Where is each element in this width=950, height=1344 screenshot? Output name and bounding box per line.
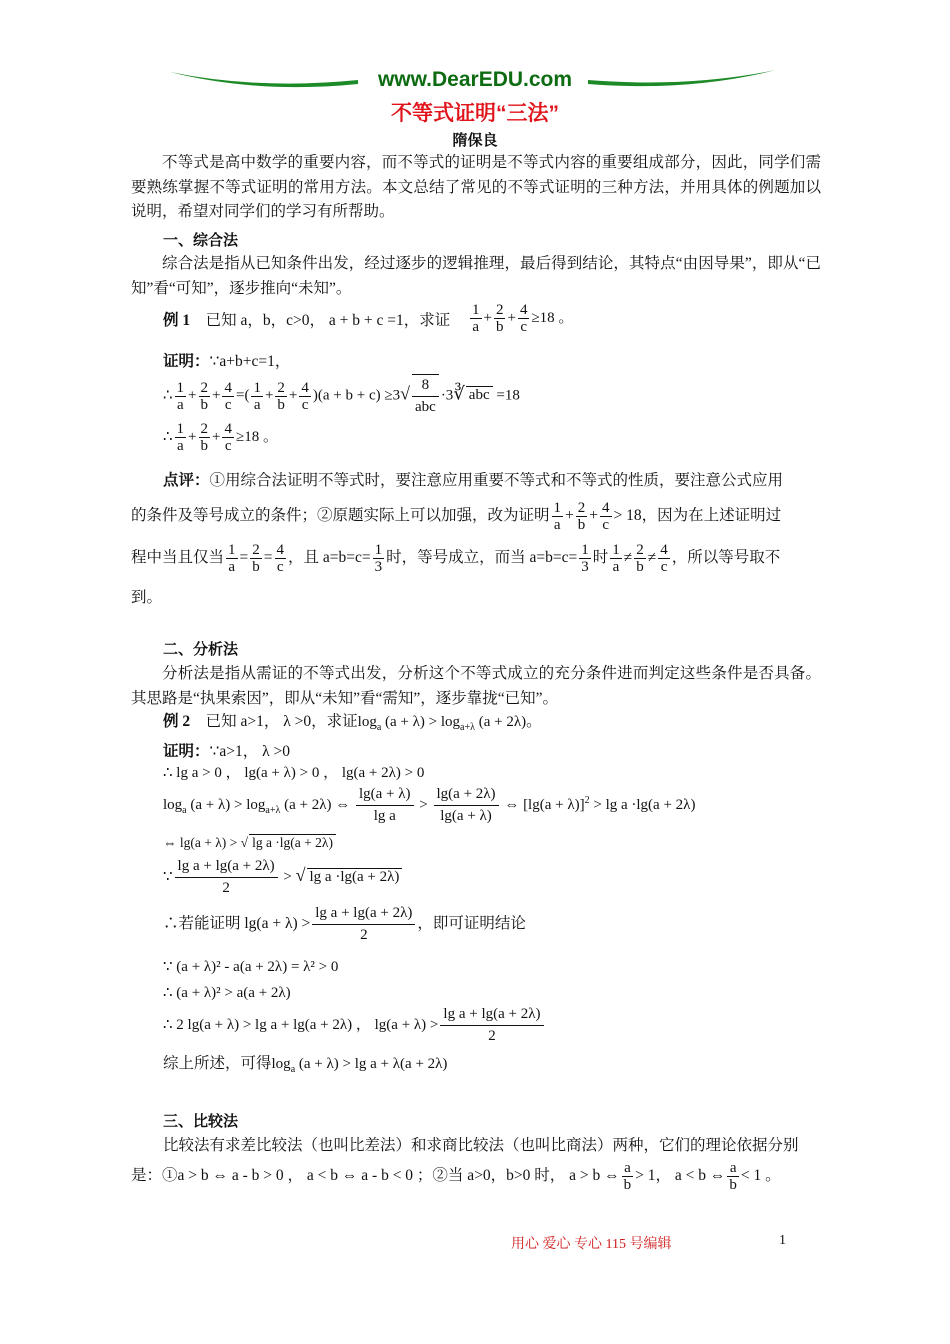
proof-1-line-1-tail: )(a + b + c) ≥3 (312, 387, 401, 404)
proof-2-line-8: ∴ 2 lg(a + λ) > lg a + lg(a + 2λ) ， lg(a + λ) > $\frac{\text{lg a + lg(a + 2λ)}}{2}$ (163, 1004, 546, 1047)
comment-text-3e: ，所以等号取不 (671, 549, 781, 567)
proof-1-line-1-end: =18 (496, 387, 520, 404)
proof-1-line-1: ∴ $\frac{1}{a}$ + $\frac{2}{b}$ + $\frac{4}{c}$ =( $\frac{1}{a}$ + $\frac{2}{b}$ + $\frac{4}{c}$ )(a + b + c) ≥3√ 8 abc ·3∛ abc =18 (163, 374, 520, 418)
therefore-symbol: ∴ (163, 428, 173, 445)
proof-1-line-1-mid: =( (235, 387, 250, 404)
cube-root-abc: abc (466, 386, 493, 403)
intro-paragraph: 不等式是高中数学的重要内容，而不等式的证明是不等式内容的重要组成部分，因此，同学们需要熟练掌握不等式证明的常用方法。本文总结了常见的不等式证明的三种方法，并用具体的例题加以说明，希望对同学们的学习有所帮助。 (131, 154, 821, 220)
example-1-text: 已知 a，b，c>0， a + b + c =1，求证 (205, 312, 451, 329)
proof-2-line-5: ∴若能证明 lg(a + λ) > $\frac{\text{lg a + lg(a + 2λ)}}{2}$ ，即可证明结论 (163, 905, 526, 943)
proof-2-label: 证明： (163, 743, 210, 760)
proof-2-given-text: ∵a>1， λ >0 (209, 743, 291, 760)
proof-2-line-2: $\log_a (a + \lambda) > \log_{a+\lambda} (a + 2\lambda)$ ⇔ $\frac{\lg(a + \lambda)}{\text{lg a}}$ > $\frac{\lg(a + 2\lambda)}{\lg(a + \lambda)}$ ⇔ $[\lg(a + \lambda)]^2 > \lg a \cdot\lg(a + 2\lambda)$ (163, 786, 696, 824)
proof-1-given-text: ∵a+b+c=1， (209, 353, 291, 370)
proof-1-line-2: ∴ $\frac{1}{a}$ + $\frac{2}{b}$ + $\frac{4}{c}$ ≥18 。 (163, 421, 278, 454)
site-logo-text: www.DearEDU.com (377, 68, 573, 91)
comment-text-2a: 的条件及等号成立的条件；②原题实际上可以加强，改为证明 (131, 507, 550, 525)
proof-2-line-5-pre: ∴若能证明 lg(a + λ) > (163, 915, 311, 933)
comment-text-3b: ，且 a=b=c= (288, 549, 371, 567)
example-1-formula: $\frac{1}{a}$ + $\frac{2}{b}$ + $\frac{4}{c}$ ≥18 。 (472, 302, 574, 335)
proof-2-line-3-text: ⇔ lg(a + λ) > (163, 835, 238, 850)
proof-2-line-7: ∴ (a + λ)² > a(a + 2λ) (163, 985, 291, 1001)
example-1-label: 例 1 (163, 312, 191, 329)
proof-2-line-3: ⇔ lg(a + λ) > √ lg a ·lg(a + 2λ) (163, 835, 336, 851)
proof-1-line-2-end: ≥18 。 (235, 428, 278, 445)
proof-2-line-5-post: ，即可证明结论 (417, 915, 526, 933)
section-2-heading: 二、分析法 (163, 641, 239, 658)
example-1 (163, 311, 450, 331)
therefore-symbol: ∴ (163, 387, 173, 404)
comment-text-2b: > 18，因为在上述证明过 (613, 507, 782, 525)
section-1-description: 综合法是指从已知条件出发，经过逐步的逻辑推理，最后得到结论，其特点“由因导果”，即从“已知”看“可知”，逐步推向“未知”。 (131, 255, 821, 297)
proof-1-given (163, 352, 290, 372)
section-3-text-2c: < 1 。 (740, 1167, 781, 1185)
section-2-description: 分析法是指从需证的不等式出发，分析这个不等式成立的充分条件进而判定这些条件是否具备。其思路是“执果索因”，即从“未知”看“需知”，逐步靠拢“已知”。 (131, 665, 821, 707)
example-2-text: 已知 a>1， λ >0，求证 (205, 713, 358, 730)
section-3-text-2b: > 1， a < b ⇔ (635, 1167, 726, 1185)
conclusion-pre: 综上所述，可得 (163, 1055, 272, 1072)
comment-text-3a: 程中当且仅当 (131, 549, 225, 567)
comment-line-1 (163, 471, 783, 491)
comment-text-1: ①用综合法证明不等式时，要注意应用重要不等式和不等式的性质，要注意公式应用 (209, 472, 784, 489)
proof-1-label: 证明： (163, 353, 210, 370)
section-3-line-2: 是：①a > b ⇔ a - b > 0 ， a < b ⇔ a - b < 0 ；②当 a>0，b>0 时， a > b ⇔ $\frac{a}{b}$ > 1， a < b ⇔ $\frac{a}{b}$ < 1 。 (131, 1160, 781, 1193)
author: 隋保良 (452, 132, 498, 149)
comment-line-4: 到。 (131, 589, 163, 606)
example-2-label: 例 2 (163, 713, 191, 730)
example-2-end: 。 (526, 713, 542, 730)
page-number: 1 (779, 1233, 786, 1248)
section-3-heading: 三、比较法 (163, 1113, 239, 1130)
comment-label: 点评： (163, 472, 210, 489)
proof-2-line-6: ∵ (a + λ)² - a(a + 2λ) = λ² > 0 (163, 959, 339, 975)
section-1-heading: 一、综合法 (163, 232, 239, 249)
proof-2-line-8-text: ∴ 2 lg(a + λ) > lg a + lg(a + 2λ) ， lg(a + λ) > (163, 1016, 439, 1033)
footer-slogan: 用心 爱心 专心 115 号编辑 (511, 1237, 672, 1252)
section-3-line-1: 比较法有求差比较法（也叫比差法）和求商比较法（也叫比商法）两种，它们的理论依据分别 (163, 1137, 799, 1154)
section-3-text-2a: 是：①a > b ⇔ a - b > 0 ， a < b ⇔ a - b < 0 ；②当 a>0，b>0 时， a > b ⇔ (131, 1167, 620, 1185)
proof-2-line-3-root: lg a ·lg(a + 2λ) (249, 834, 336, 850)
proof-2-line-1: ∴ lg a > 0 ， lg(a + λ) > 0 ， lg(a + 2λ) > 0 (163, 765, 425, 781)
example-1-end: ≥18 。 (531, 309, 574, 326)
comment-text-3d: 时 (592, 549, 609, 567)
proof-2-conclusion: 综上所述，可得$\log_a (a + \lambda) > \lg a + \lambda(a + 2\lambda)$ (163, 1055, 448, 1075)
comment-line-2: 的条件及等号成立的条件；②原题实际上可以加强，改为证明 $\frac{1}{a}$ + $\frac{2}{b}$ + $\frac{4}{c}$ > 18，因为在上述证明过 (131, 500, 782, 533)
proof-2-line-4: ∵ $\frac{\text{lg a + lg(a + 2λ)}}{2}$ > √ lg a ·lg(a + 2λ) (163, 856, 402, 899)
comment-text-3c: 时，等号成立，而当 a=b=c= (386, 549, 578, 567)
proof-2-given (163, 742, 290, 762)
comment-line-3: 程中当且仅当 $\frac{1}{a}$ = $\frac{2}{b}$ = $\frac{4}{c}$ ，且 a=b=c= $\frac{1}{3}$ 时，等号成立，而当 a=b=c= $\frac{1}{3}$ 时 $\frac{1}{a}$ ≠ $\frac{2}{b}$ ≠ $\frac{4}{c}$ ，所以等号取不 (131, 542, 781, 575)
page-title: 不等式证明“三法” (391, 102, 559, 125)
example-2: 例 2 已知 a>1， λ >0，求证$\log_a (a + \lambda) > \log_{a+\lambda} (a + 2\lambda)$。 (163, 713, 542, 733)
